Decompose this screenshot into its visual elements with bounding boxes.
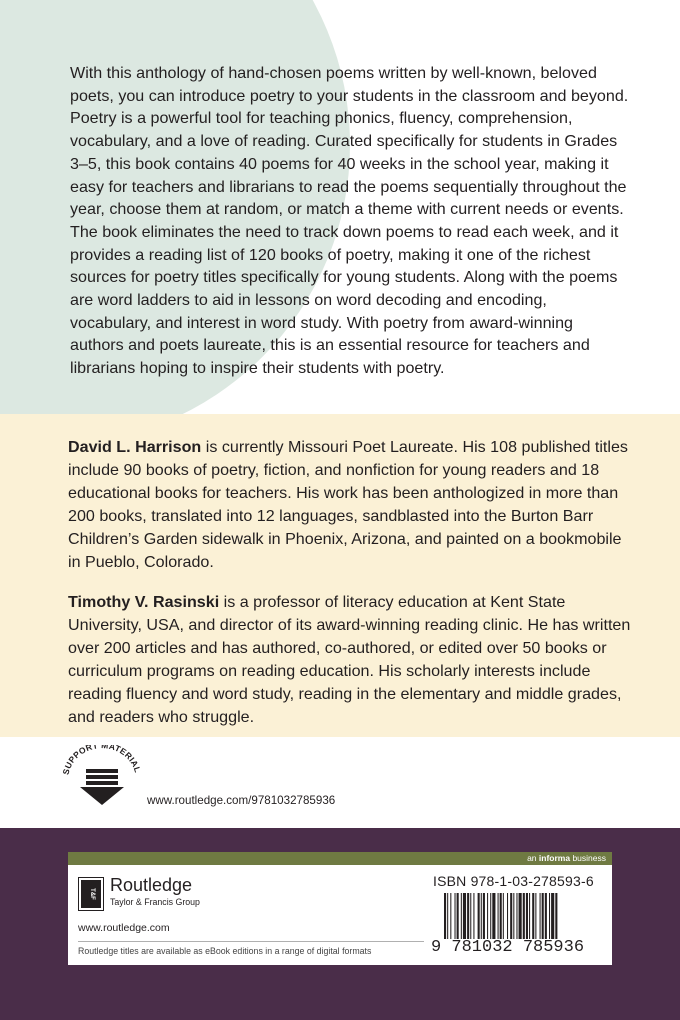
support-material-label: SUPPORT MATERIAL (60, 745, 142, 776)
description-section (0, 0, 680, 414)
barcode-bar (503, 893, 504, 939)
barcode-bar (455, 893, 456, 939)
barcode-bar (483, 893, 485, 939)
routledge-logo-icon (78, 877, 104, 911)
barcode-bar (519, 893, 522, 939)
barcode-bar (555, 893, 557, 939)
barcode-bar (532, 893, 534, 939)
barcode-bar (542, 893, 544, 939)
divider (78, 941, 424, 942)
barcode-bar (549, 893, 550, 939)
publisher-group: Taylor & Francis Group (110, 897, 200, 907)
barcode-bar (447, 893, 448, 939)
barcode-bar (529, 893, 530, 939)
author-bio-text-harrison: is currently Missouri Poet Laureate. His 108 published titles include 90 books of poetry, fiction, and nonfiction for young readers and 18 educational books for teachers. His work has been anthologized in more than 200 books, translated into 12 languages, sandblasted into the Burton Barr Children’s Garden sidewalk in Phoenix, Arizona, and painted on a bookmobile in Pueblo, Colorado. (68, 438, 628, 571)
barcode-bar (467, 893, 469, 939)
barcode-bar (478, 893, 480, 939)
barcode-bar (457, 893, 459, 939)
barcode-digits: 9 781032 785936 (431, 938, 585, 957)
barcode-bar (545, 893, 547, 939)
publisher-website[interactable]: www.routledge.com (78, 922, 170, 934)
barcode-bar (461, 893, 462, 939)
barcode-bar (516, 893, 517, 939)
publisher-card (68, 865, 612, 965)
barcode-bar (492, 893, 495, 939)
barcode-bar (523, 893, 525, 939)
publisher-strip (68, 852, 612, 865)
isbn-label: ISBN 978-1-03-278593-6 (433, 873, 594, 889)
barcode-bar (507, 893, 508, 939)
author-bio-rasinski (68, 591, 638, 728)
barcode-bar (513, 893, 514, 939)
informa-tagline: an informa business (527, 853, 606, 863)
barcode-bar (551, 893, 554, 939)
author-name-rasinski: Timothy V. Rasinski (68, 593, 220, 611)
barcode-bar (526, 893, 528, 939)
barcode-bar (540, 893, 541, 939)
ebook-note: Routledge titles are available as eBook editions in a range of digital formats (78, 946, 372, 956)
barcode-bar (481, 893, 482, 939)
book-description: With this anthology of hand-chosen poems written by well-known, beloved poets, you can introduce poetry to your students in the classroom and beyond. Poetry is a powerful tool for teaching phonics, fluency, comprehension, vocabulary, and a love of reading. Curated specifically for students in Grades 3–5, this book contains 40 poems for 40 weeks in the school year, making it easy for teachers and librarians to read the poems sequentially throughout the year, choose them at random, or match a theme with current needs or events. The book eliminates the need to track down poems to read each week, and it provides a reading list of 120 books of poetry, making it one of the richest sources for poetry titles specifically for young students. Along with the poems are word ladders to aid in lessons on word decoding and encoding, vocabulary, and interest in word study. With poetry from award-winning authors and poets laureate, this is an essential resource for teachers and librarians hoping to inspire their students with poetry. (70, 64, 629, 378)
support-material-badge (60, 745, 142, 805)
author-bio-text-rasinski: is a professor of literacy education at Kent State University, USA, and director of its award-winning reading clinic. He has written over 200 articles and has authored, co-authored, or edited over 50 books or curriculum programs on reading education. His scholarly interests include reading fluency and word study, reading in the elementary and middle grades, and readers who struggle. (68, 593, 631, 726)
informa-brand: informa (538, 853, 571, 863)
barcode-bar (473, 893, 474, 939)
barcode-bar (500, 893, 502, 939)
support-material-url[interactable]: www.routledge.com/9781032785936 (147, 794, 336, 807)
barcode-bar (444, 893, 446, 939)
barcode-bar (498, 893, 499, 939)
author-bio-harrison (68, 436, 638, 573)
barcode-bar (463, 893, 466, 939)
logo-letters: T&F (89, 888, 95, 900)
barcode-bar (490, 893, 491, 939)
barcode-bar (510, 893, 512, 939)
download-arrow-icon (60, 745, 142, 805)
author-bios-section (0, 414, 680, 737)
publisher-name: Routledge (110, 875, 193, 895)
barcode-bar (470, 893, 471, 939)
author-name-harrison: David L. Harrison (68, 438, 202, 456)
barcode-bar (450, 893, 451, 939)
barcode-bar (535, 893, 536, 939)
barcode-bar (487, 893, 488, 939)
